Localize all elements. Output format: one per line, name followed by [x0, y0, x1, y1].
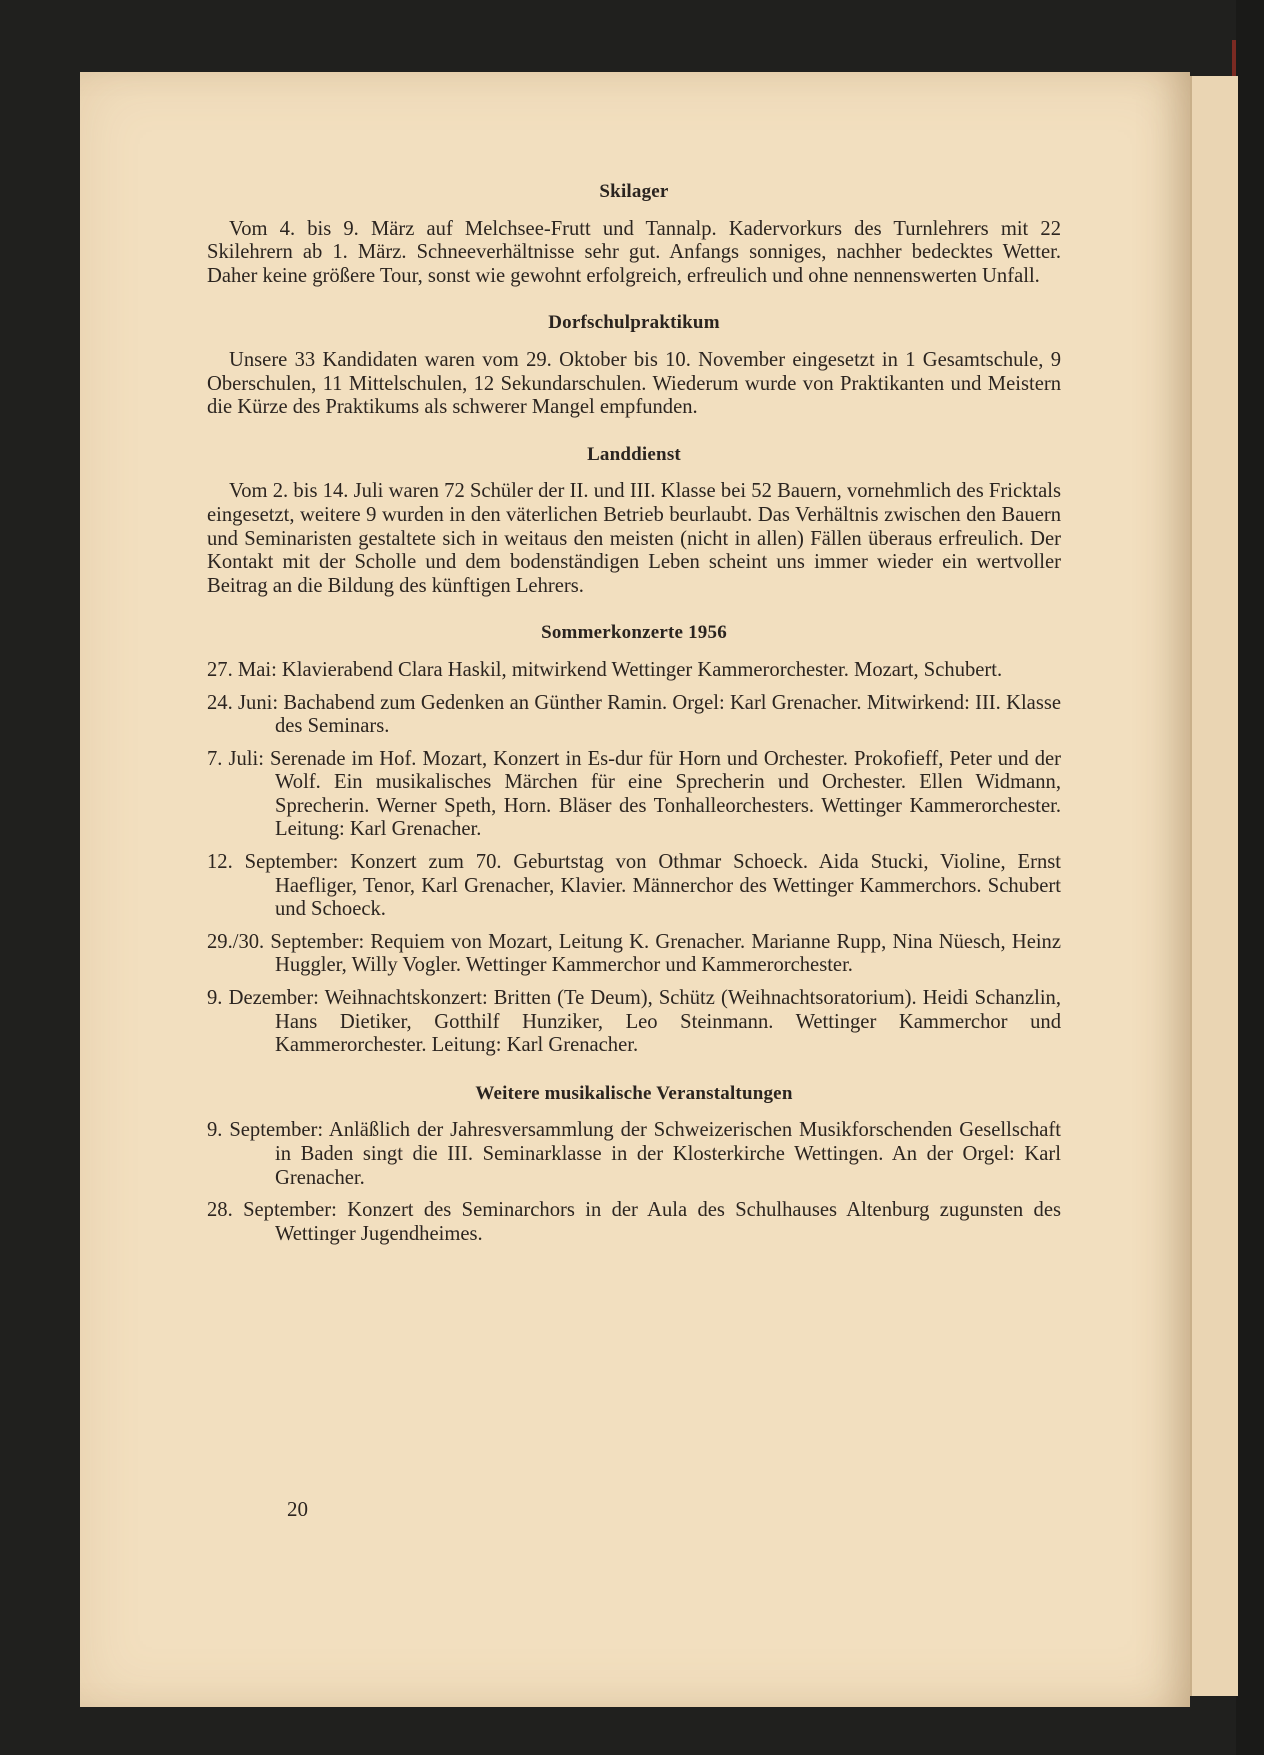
page-content	[207, 180, 1061, 1270]
concert-entry: 9. Dezember: Weihnachtskonzert: Britten (Te Deum), Schütz (Weihnachtsoratorium). Heidi Schanzlin, Hans Dietiker, Gotthilf Hunziker, Leo Steinmann. Wettinger Kammerchor und Kammerorchester. Leitung: Karl Grenacher.	[207, 987, 1061, 1057]
book-spine	[1236, 0, 1264, 1755]
section-paragraph: Vom 2. bis 14. Juli waren 72 Schüler der II. und III. Klasse bei 52 Bauern, vornehmlich des Fricktals eingesetzt, weitere 9 wurden in den väterlichen Betrieb beurlaubt. Das Verhältnis zwischen den Bauern und Seminaristen gestaltete sich in weitaus den meisten (nicht in allen) Fällen überaus erfreulich. Der Kontakt mit der Scholle und dem bodenständigen Leben scheint uns immer wieder ein wertvoller Beitrag an die Bildung des künftigen Lehrers.	[207, 480, 1061, 597]
concert-entry: 27. Mai: Klavierabend Clara Haskil, mitwirkend Wettinger Kammerorchester. Mozart, Schubert.	[207, 658, 1003, 681]
concert-list	[207, 659, 1061, 1058]
section-heading: Landdienst	[587, 443, 681, 465]
event-list	[207, 1119, 1061, 1246]
concert-entry: 24. Juni: Bachabend zum Gedenken an Günther Ramin. Orgel: Karl Grenacher. Mitwirkend: III. Klasse des Seminars.	[207, 691, 1061, 738]
concert-entry: 29./30. September: Requiem von Mozart, Leitung K. Grenacher. Marianne Rupp, Nina Nüesch, Heinz Huggler, Willy Vogler. Wettinger Kammerchor und Kammerorchester.	[207, 930, 1061, 977]
concert-entry: 12. September: Konzert zum 70. Geburtstag von Othmar Schoeck. Aida Stucki, Violine, Ernst Haefliger, Tenor, Karl Grenacher, Klavier. Männerchor des Wettinger Kammerchors. Schubert und Schoeck.	[207, 851, 1061, 921]
event-entry: 28. September: Konzert des Seminarchors in der Aula des Schulhauses Altenburg zugunsten des Wettinger Jugendheimes.	[207, 1199, 1061, 1245]
next-page-edge	[1190, 76, 1238, 1696]
event-entry: 9. September: Anläßlich der Jahresversammlung der Schweizerischen Musikforschenden Gesellschaft in Baden singt die III. Seminarklasse in der Klosterkirche Wettingen. An der Orgel: Karl Grenacher.	[207, 1119, 1061, 1189]
concert-entry: 7. Juli: Serenade im Hof. Mozart, Konzert in Es-dur für Horn und Orchester. Prokofieff, Peter und der Wolf. Ein musikalisches Märchen für eine Sprecherin und Orchester. Ellen Widmann, Sprecherin. Werner Speth, Horn. Bläser des Tonhalleorchesters. Wettinger Kammerorchester. Leitung: Karl Grenacher.	[207, 747, 1061, 841]
section-heading: Dorfschulpraktikum	[548, 312, 720, 334]
section-paragraph: Unsere 33 Kandidaten waren vom 29. Oktober bis 10. November eingesetzt in 1 Gesamtschule, 9 Oberschulen, 11 Mittelschulen, 12 Sekundarschulen. Wiederum wurde von Praktikanten und Meistern die Kürze des Praktikums als schwerer Mangel empfunden.	[207, 348, 1061, 419]
section-paragraph: Vom 4. bis 9. März auf Melchsee-Frutt und Tannalp. Kadervorkurs des Turnlehrers mit 22 Skilehrern ab 1. März. Schneeverhältnisse sehr gut. Anfangs sonniges, nachher bedecktes Wetter. Daher keine größere Tour, sonst wie gewohnt erfolgreich, erfreulich und ohne nennenswerten Unfall.	[207, 217, 1061, 287]
section-weitere-veranstaltungen	[207, 1082, 1061, 1247]
section-sommerkonzerte	[207, 621, 1061, 1058]
section-heading: Skilager	[599, 181, 669, 202]
section-dorfschulpraktikum	[207, 311, 1061, 419]
page-number: 20	[287, 1497, 308, 1521]
section-landdienst	[207, 443, 1061, 599]
section-heading: Weitere musikalische Veranstaltungen	[475, 1082, 793, 1104]
section-heading: Sommerkonzerte 1956	[541, 622, 727, 644]
section-skilager	[207, 180, 1061, 288]
